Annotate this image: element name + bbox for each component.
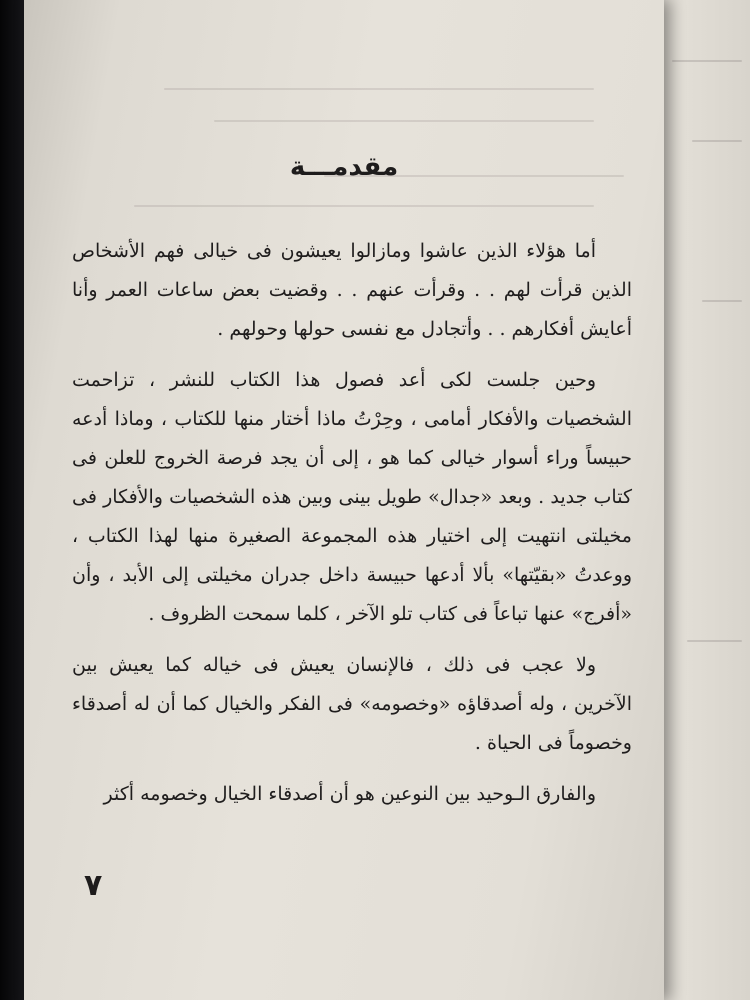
adjacent-page-text-shadow xyxy=(702,300,742,302)
adjacent-page-text-shadow xyxy=(687,640,742,642)
paragraph: ولا عجب فى ذلك ، فالإنسان يعيش فى خياله كما يعيش بين الآخرين ، وله أصدقاؤه «وخصومه» فى الفكر والخيال كما أن له أصدقاء وخصوماً فى الحياة . xyxy=(72,654,632,754)
paragraph: والفارق الـوحيد بين النوعين هو أن أصدقاء الخيال وخصومه أكثر xyxy=(103,783,596,805)
show-through-line xyxy=(134,205,594,207)
page-title: مقدمـــة xyxy=(289,152,399,182)
adjacent-page-text-shadow xyxy=(692,140,742,142)
paragraph: أما هؤلاء الذين عاشوا ومازالوا يعيشون فى خيالى فهم الأشخاص الذين قرأت لهم . . وقرأت عنهم . . وقضيت بعض ساعات العمر وأنا أعايش أفكارهم . . وأتجادل مع نفسى حولها وحولهم . xyxy=(72,240,632,340)
body-text xyxy=(72,232,632,826)
adjacent-page-text-shadow xyxy=(672,60,742,62)
show-through-line xyxy=(164,88,594,90)
page-number: ٧ xyxy=(84,868,103,903)
book-page xyxy=(24,0,664,1000)
show-through-line xyxy=(214,120,594,122)
paragraph: وحين جلست لكى أعد فصول هذا الكتاب للنشر ، تزاحمت الشخصيات والأفكار أمامى ، وحِرْتُ ماذا أختار منها للكتاب ، وماذا أدعه حبيساً وراء أسوار خيالى كما هو ، إلى أن يجد فرصة الخروج للعلن فى كتاب جديد . وبعد «جدال» طويل بينى وبين هذه الشخصيات والأفكار فى مخيلتى انتهيت إلى اختيار هذه المجموعة الصغيرة منها لهذا الكتاب ، ووعدتُ «بقيّتها» بألا أدعها حبيسة داخل جدران مخيلتى إلى الأبد ، وأن «أفرج» عنها تباعاً فى كتاب تلو الآخر ، كلما سمحت الظروف . xyxy=(72,369,632,625)
